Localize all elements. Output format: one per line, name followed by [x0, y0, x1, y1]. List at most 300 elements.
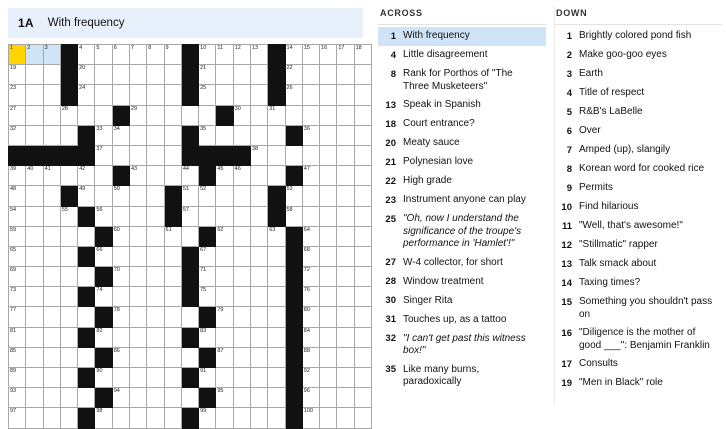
- grid-cell[interactable]: [250, 408, 267, 428]
- grid-cell[interactable]: [95, 408, 112, 428]
- grid-cell[interactable]: [112, 226, 129, 246]
- grid-cell[interactable]: [147, 246, 164, 266]
- grid-cell[interactable]: [268, 105, 285, 125]
- grid-cell[interactable]: [129, 267, 146, 287]
- grid-cell[interactable]: [112, 206, 129, 226]
- grid-cell[interactable]: [43, 85, 60, 105]
- grid-cell[interactable]: [354, 368, 371, 388]
- grid-cell[interactable]: [43, 246, 60, 266]
- grid-cell[interactable]: [78, 65, 95, 85]
- grid-cell[interactable]: [164, 347, 181, 367]
- grid-cell[interactable]: [250, 347, 267, 367]
- grid-cell[interactable]: [199, 186, 216, 206]
- grid-cell[interactable]: [26, 307, 43, 327]
- grid-cell[interactable]: [164, 125, 181, 145]
- grid-cell[interactable]: [268, 307, 285, 327]
- grid-cell[interactable]: [285, 45, 302, 65]
- clue-item[interactable]: [554, 274, 722, 293]
- grid-cell[interactable]: [129, 226, 146, 246]
- clue-item[interactable]: [378, 46, 546, 65]
- grid-cell[interactable]: [216, 206, 233, 226]
- grid-cell[interactable]: [216, 267, 233, 287]
- grid-cell[interactable]: [199, 287, 216, 307]
- grid-cell[interactable]: [320, 287, 337, 307]
- grid-cell[interactable]: [147, 206, 164, 226]
- grid-cell[interactable]: [164, 105, 181, 125]
- grid-cell[interactable]: [216, 408, 233, 428]
- grid-cell[interactable]: [337, 226, 354, 246]
- grid-cell[interactable]: [147, 85, 164, 105]
- grid-cell[interactable]: [43, 45, 60, 65]
- grid-cell[interactable]: [129, 125, 146, 145]
- grid-cell[interactable]: [129, 105, 146, 125]
- grid-cell[interactable]: [147, 45, 164, 65]
- grid-cell[interactable]: [9, 65, 26, 85]
- grid-cell[interactable]: [233, 186, 250, 206]
- grid-cell[interactable]: [320, 186, 337, 206]
- grid-cell[interactable]: [60, 166, 77, 186]
- grid-cell[interactable]: [26, 65, 43, 85]
- grid-cell[interactable]: [337, 287, 354, 307]
- clue-item[interactable]: [378, 27, 546, 46]
- grid-cell[interactable]: [199, 327, 216, 347]
- grid-cell[interactable]: [112, 408, 129, 428]
- grid-cell[interactable]: [354, 287, 371, 307]
- grid-cell[interactable]: [354, 105, 371, 125]
- grid-cell[interactable]: [320, 45, 337, 65]
- grid-cell[interactable]: [302, 226, 319, 246]
- grid-cell[interactable]: [302, 105, 319, 125]
- grid-cell[interactable]: [95, 327, 112, 347]
- grid-cell[interactable]: [60, 246, 77, 266]
- grid-cell[interactable]: [320, 368, 337, 388]
- grid-cell[interactable]: [26, 206, 43, 226]
- grid-cell[interactable]: [164, 287, 181, 307]
- grid-cell[interactable]: [43, 125, 60, 145]
- grid-cell[interactable]: [26, 85, 43, 105]
- clue-item[interactable]: [554, 355, 722, 374]
- clue-item[interactable]: [378, 330, 546, 361]
- grid-cell[interactable]: [112, 388, 129, 408]
- grid-cell[interactable]: [60, 307, 77, 327]
- grid-cell[interactable]: [9, 267, 26, 287]
- grid-cell[interactable]: [337, 408, 354, 428]
- clue-item[interactable]: [378, 134, 546, 153]
- clue-item[interactable]: [378, 115, 546, 134]
- grid-cell[interactable]: [199, 368, 216, 388]
- grid-cell[interactable]: [233, 85, 250, 105]
- grid-cell[interactable]: [320, 307, 337, 327]
- grid-cell[interactable]: [147, 105, 164, 125]
- grid-cell[interactable]: [233, 368, 250, 388]
- grid-cell[interactable]: [233, 327, 250, 347]
- grid-cell[interactable]: [78, 186, 95, 206]
- grid-cell[interactable]: [9, 347, 26, 367]
- grid-cell[interactable]: [95, 85, 112, 105]
- grid-cell[interactable]: [233, 105, 250, 125]
- grid-cell[interactable]: [250, 145, 267, 165]
- grid-cell[interactable]: [43, 368, 60, 388]
- clue-item[interactable]: [554, 198, 722, 217]
- grid-cell[interactable]: [320, 226, 337, 246]
- grid-cell[interactable]: [285, 85, 302, 105]
- clue-item[interactable]: [554, 103, 722, 122]
- grid-cell[interactable]: [337, 267, 354, 287]
- grid-cell[interactable]: [250, 105, 267, 125]
- grid-cell[interactable]: [216, 347, 233, 367]
- grid-cell[interactable]: [9, 226, 26, 246]
- grid-cell[interactable]: [112, 368, 129, 388]
- grid-cell[interactable]: [216, 327, 233, 347]
- grid-cell[interactable]: [250, 327, 267, 347]
- grid-cell[interactable]: [302, 45, 319, 65]
- clue-item[interactable]: [378, 172, 546, 191]
- grid-cell[interactable]: [164, 45, 181, 65]
- clue-item[interactable]: [554, 324, 722, 355]
- grid-cell[interactable]: [354, 186, 371, 206]
- grid-cell[interactable]: [337, 246, 354, 266]
- grid-cell[interactable]: [147, 307, 164, 327]
- grid-cell[interactable]: [95, 287, 112, 307]
- grid-cell[interactable]: [112, 145, 129, 165]
- grid-cell[interactable]: [337, 85, 354, 105]
- grid-cell[interactable]: [129, 166, 146, 186]
- grid-cell[interactable]: [164, 267, 181, 287]
- grid-cell[interactable]: [320, 327, 337, 347]
- grid-cell[interactable]: [216, 287, 233, 307]
- grid-cell[interactable]: [26, 267, 43, 287]
- grid-cell[interactable]: [9, 125, 26, 145]
- grid-cell[interactable]: [302, 206, 319, 226]
- grid-cell[interactable]: [302, 287, 319, 307]
- grid-cell[interactable]: [26, 246, 43, 266]
- grid-cell[interactable]: [250, 45, 267, 65]
- grid-cell[interactable]: [302, 145, 319, 165]
- grid-cell[interactable]: [302, 408, 319, 428]
- grid-cell[interactable]: [320, 85, 337, 105]
- grid-cell[interactable]: [320, 145, 337, 165]
- grid-cell[interactable]: [147, 408, 164, 428]
- grid-cell[interactable]: [302, 166, 319, 186]
- grid-cell[interactable]: [147, 347, 164, 367]
- grid-cell[interactable]: [129, 368, 146, 388]
- grid-cell[interactable]: [250, 307, 267, 327]
- grid-cell[interactable]: [354, 226, 371, 246]
- grid-cell[interactable]: [43, 186, 60, 206]
- grid-cell[interactable]: [181, 166, 198, 186]
- grid-cell[interactable]: [302, 267, 319, 287]
- grid-cell[interactable]: [78, 347, 95, 367]
- grid-cell[interactable]: [268, 388, 285, 408]
- grid-cell[interactable]: [320, 388, 337, 408]
- grid-cell[interactable]: [268, 226, 285, 246]
- grid-cell[interactable]: [9, 408, 26, 428]
- clue-item[interactable]: [554, 179, 722, 198]
- grid-cell[interactable]: [26, 388, 43, 408]
- grid-cell[interactable]: [268, 145, 285, 165]
- grid-cell[interactable]: [129, 307, 146, 327]
- grid-cell[interactable]: [216, 368, 233, 388]
- grid-cell[interactable]: [354, 166, 371, 186]
- grid-cell[interactable]: [354, 145, 371, 165]
- grid-cell[interactable]: [112, 125, 129, 145]
- grid-cell[interactable]: [354, 267, 371, 287]
- grid-cell[interactable]: [26, 226, 43, 246]
- grid-cell[interactable]: [285, 145, 302, 165]
- grid-cell[interactable]: [199, 45, 216, 65]
- grid-cell[interactable]: [43, 206, 60, 226]
- grid-cell[interactable]: [320, 267, 337, 287]
- across-clue-list[interactable]: [378, 27, 546, 392]
- grid-cell[interactable]: [112, 65, 129, 85]
- grid-cell[interactable]: [95, 105, 112, 125]
- grid-cell[interactable]: [26, 327, 43, 347]
- grid-cell[interactable]: [354, 388, 371, 408]
- across-clue-column[interactable]: [378, 6, 546, 404]
- grid-cell[interactable]: [26, 105, 43, 125]
- grid-cell[interactable]: [78, 105, 95, 125]
- grid-cell[interactable]: [320, 408, 337, 428]
- grid-cell[interactable]: [78, 388, 95, 408]
- grid-cell[interactable]: [9, 388, 26, 408]
- grid-cell[interactable]: [95, 186, 112, 206]
- grid-cell[interactable]: [181, 105, 198, 125]
- down-clue-column[interactable]: [554, 6, 722, 404]
- grid-cell[interactable]: [164, 65, 181, 85]
- grid-cell[interactable]: [26, 186, 43, 206]
- grid-cell[interactable]: [43, 226, 60, 246]
- grid-cell[interactable]: [250, 267, 267, 287]
- grid-cell[interactable]: [95, 65, 112, 85]
- grid-cell[interactable]: [43, 408, 60, 428]
- clue-item[interactable]: [554, 255, 722, 274]
- grid-cell[interactable]: [164, 246, 181, 266]
- grid-cell[interactable]: [233, 166, 250, 186]
- grid-cell[interactable]: [95, 45, 112, 65]
- grid-cell[interactable]: [233, 226, 250, 246]
- current-clue-bar[interactable]: [8, 8, 363, 38]
- grid-cell[interactable]: [250, 246, 267, 266]
- grid-cell[interactable]: [302, 347, 319, 367]
- grid-cell[interactable]: [302, 327, 319, 347]
- grid-cell[interactable]: [181, 347, 198, 367]
- grid-cell[interactable]: [233, 307, 250, 327]
- grid-cell[interactable]: [233, 287, 250, 307]
- grid-cell[interactable]: [268, 287, 285, 307]
- grid-cell[interactable]: [216, 307, 233, 327]
- grid-cell[interactable]: [9, 246, 26, 266]
- clue-item[interactable]: [378, 254, 546, 273]
- grid-cell[interactable]: [216, 226, 233, 246]
- grid-cell[interactable]: [112, 85, 129, 105]
- grid-cell[interactable]: [26, 166, 43, 186]
- grid-cell[interactable]: [112, 347, 129, 367]
- grid-cell[interactable]: [233, 388, 250, 408]
- grid-cell[interactable]: [147, 65, 164, 85]
- grid-cell[interactable]: [78, 85, 95, 105]
- grid-cell[interactable]: [354, 327, 371, 347]
- grid-cell[interactable]: [112, 307, 129, 327]
- clue-item[interactable]: [554, 160, 722, 179]
- down-clue-list[interactable]: [554, 27, 722, 393]
- grid-cell[interactable]: [216, 125, 233, 145]
- grid-cell[interactable]: [129, 347, 146, 367]
- grid-cell[interactable]: [199, 125, 216, 145]
- grid-cell[interactable]: [337, 186, 354, 206]
- clue-item[interactable]: [378, 191, 546, 210]
- grid-cell[interactable]: [78, 267, 95, 287]
- grid-cell[interactable]: [199, 85, 216, 105]
- grid-cell[interactable]: [164, 166, 181, 186]
- grid-cell[interactable]: [233, 45, 250, 65]
- grid-cell[interactable]: [43, 267, 60, 287]
- grid-cell[interactable]: [302, 65, 319, 85]
- grid-cell[interactable]: [337, 45, 354, 65]
- clue-item[interactable]: [378, 153, 546, 172]
- grid-cell[interactable]: [199, 267, 216, 287]
- grid-cell[interactable]: [26, 287, 43, 307]
- grid-cell[interactable]: [250, 65, 267, 85]
- clue-item[interactable]: [378, 96, 546, 115]
- clue-item[interactable]: [378, 65, 546, 96]
- grid-cell[interactable]: [112, 327, 129, 347]
- grid-cell[interactable]: [250, 368, 267, 388]
- grid-cell[interactable]: [78, 45, 95, 65]
- grid-cell[interactable]: [302, 85, 319, 105]
- grid-cell[interactable]: [285, 186, 302, 206]
- clue-item[interactable]: [554, 141, 722, 160]
- grid-cell[interactable]: [129, 388, 146, 408]
- clue-item[interactable]: [554, 236, 722, 255]
- grid-cell[interactable]: [250, 125, 267, 145]
- grid-cell[interactable]: [320, 125, 337, 145]
- grid-cell[interactable]: [9, 105, 26, 125]
- grid-cell[interactable]: [43, 65, 60, 85]
- grid-cell[interactable]: [199, 206, 216, 226]
- grid-cell[interactable]: [60, 347, 77, 367]
- grid-cell[interactable]: [233, 246, 250, 266]
- grid-cell[interactable]: [250, 388, 267, 408]
- grid-cell[interactable]: [60, 287, 77, 307]
- grid-cell[interactable]: [302, 388, 319, 408]
- grid-cell[interactable]: [337, 105, 354, 125]
- grid-cell[interactable]: [285, 105, 302, 125]
- grid-cell[interactable]: [112, 186, 129, 206]
- grid-cell[interactable]: [199, 408, 216, 428]
- grid-cell[interactable]: [60, 388, 77, 408]
- grid-cell[interactable]: [268, 368, 285, 388]
- grid-cell[interactable]: [250, 287, 267, 307]
- grid-cell[interactable]: [181, 226, 198, 246]
- grid-cell[interactable]: [337, 368, 354, 388]
- grid-cell[interactable]: [129, 246, 146, 266]
- clue-item[interactable]: [554, 27, 722, 46]
- grid-cell[interactable]: [302, 246, 319, 266]
- grid-cell[interactable]: [302, 125, 319, 145]
- grid-cell[interactable]: [337, 307, 354, 327]
- grid-cell[interactable]: [43, 287, 60, 307]
- grid-cell[interactable]: [43, 307, 60, 327]
- grid-cell[interactable]: [129, 408, 146, 428]
- grid-cell[interactable]: [147, 327, 164, 347]
- grid-cell[interactable]: [112, 287, 129, 307]
- grid-cell[interactable]: [129, 186, 146, 206]
- grid-cell[interactable]: [216, 166, 233, 186]
- grid-cell[interactable]: [60, 408, 77, 428]
- grid-cell[interactable]: [337, 125, 354, 145]
- grid-cell[interactable]: [147, 287, 164, 307]
- grid-cell[interactable]: [216, 388, 233, 408]
- clue-item[interactable]: [554, 374, 722, 393]
- grid-cell[interactable]: [9, 368, 26, 388]
- grid-cell[interactable]: [320, 246, 337, 266]
- grid-cell[interactable]: [199, 105, 216, 125]
- grid-cell[interactable]: [95, 145, 112, 165]
- grid-cell[interactable]: [164, 307, 181, 327]
- grid-cell[interactable]: [354, 65, 371, 85]
- grid-cell[interactable]: [181, 388, 198, 408]
- grid-cell[interactable]: [268, 327, 285, 347]
- grid-cell[interactable]: [129, 287, 146, 307]
- grid-cell[interactable]: [181, 186, 198, 206]
- grid-cell[interactable]: [354, 206, 371, 226]
- grid-cell[interactable]: [337, 166, 354, 186]
- grid-cell[interactable]: [43, 166, 60, 186]
- clue-item[interactable]: [378, 273, 546, 292]
- grid-cell[interactable]: [164, 388, 181, 408]
- grid-cell[interactable]: [354, 307, 371, 327]
- grid-cell[interactable]: [26, 347, 43, 367]
- grid-cell[interactable]: [129, 206, 146, 226]
- grid-cell[interactable]: [26, 45, 43, 65]
- grid-cell[interactable]: [250, 85, 267, 105]
- grid-cell[interactable]: [147, 125, 164, 145]
- grid-cell[interactable]: [320, 347, 337, 367]
- grid-cell[interactable]: [354, 125, 371, 145]
- grid-cell[interactable]: [60, 105, 77, 125]
- grid-cell[interactable]: [302, 368, 319, 388]
- clue-item[interactable]: [554, 293, 722, 324]
- grid-cell[interactable]: [250, 186, 267, 206]
- grid-cell[interactable]: [354, 85, 371, 105]
- grid-cell[interactable]: [337, 388, 354, 408]
- grid-cell[interactable]: [147, 186, 164, 206]
- grid-cell[interactable]: [78, 226, 95, 246]
- grid-cell[interactable]: [285, 65, 302, 85]
- grid-cell[interactable]: [9, 186, 26, 206]
- grid-cell[interactable]: [216, 246, 233, 266]
- grid-cell[interactable]: [147, 166, 164, 186]
- grid-cell[interactable]: [147, 388, 164, 408]
- grid-cell[interactable]: [43, 388, 60, 408]
- clue-item[interactable]: [554, 122, 722, 141]
- grid-cell[interactable]: [302, 186, 319, 206]
- grid-cell[interactable]: [95, 368, 112, 388]
- clue-item[interactable]: [378, 210, 546, 254]
- grid-cell[interactable]: [129, 45, 146, 65]
- grid-cell[interactable]: [95, 166, 112, 186]
- grid-cell[interactable]: [199, 246, 216, 266]
- grid-cell[interactable]: [26, 368, 43, 388]
- grid-cell[interactable]: [268, 125, 285, 145]
- grid-cell[interactable]: [129, 85, 146, 105]
- grid-cell[interactable]: [164, 85, 181, 105]
- grid-cell[interactable]: [337, 206, 354, 226]
- grid-cell[interactable]: [320, 105, 337, 125]
- grid-cell[interactable]: [9, 45, 26, 65]
- grid-cell[interactable]: [60, 267, 77, 287]
- grid-cell[interactable]: [354, 347, 371, 367]
